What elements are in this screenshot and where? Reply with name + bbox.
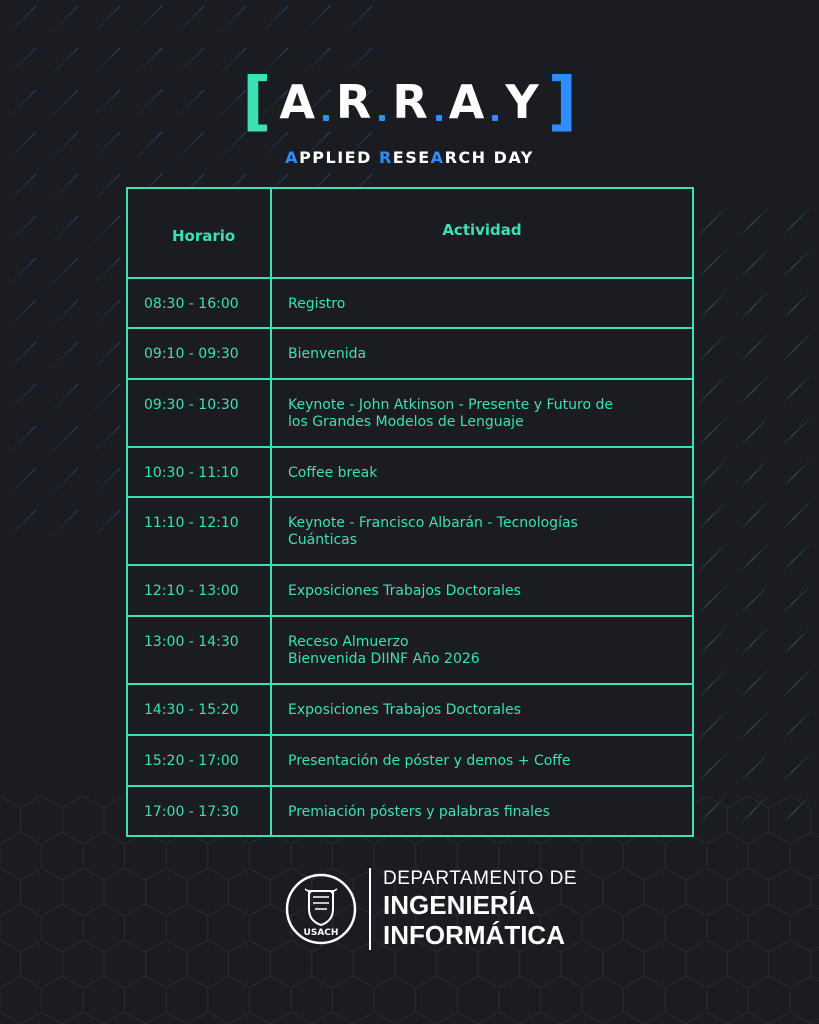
- activity-cell: Receso Almuerzo Bienvenida DIINF Año 2026: [271, 616, 693, 684]
- seal-text: USACH: [303, 928, 339, 938]
- dept-line-2: INGENIERÍA: [383, 890, 535, 920]
- logo-text: [279, 75, 539, 129]
- header: [0, 65, 819, 167]
- activity-cell: Exposiciones Trabajos Doctorales: [271, 565, 693, 616]
- table-row: [127, 684, 693, 735]
- activity-cell: Presentación de póster y demos + Coffe: [271, 735, 693, 786]
- table-row: [127, 497, 693, 565]
- activity-cell: Premiación pósters y palabras finales: [271, 786, 693, 836]
- table-row: [127, 379, 693, 447]
- activity-cell: Keynote - John Atkinson - Presente y Futuro de los Grandes Modelos de Lenguaje: [271, 379, 693, 447]
- logo-letter: A: [279, 75, 316, 129]
- table-header-row: [127, 188, 693, 278]
- table-row: [127, 278, 693, 328]
- time-cell: 12:10 - 13:00: [127, 565, 271, 616]
- event-subtitle: [0, 148, 819, 167]
- activity-cell: Bienvenida: [271, 328, 693, 379]
- dept-line-3: INFORMÁTICA: [383, 920, 565, 950]
- footer-divider: [369, 868, 371, 950]
- logo-letter: R: [392, 75, 429, 129]
- table-row: [127, 328, 693, 379]
- department-footer: [285, 868, 577, 950]
- subtitle-accent-letter: A: [285, 148, 300, 167]
- time-cell: 17:00 - 17:30: [127, 786, 271, 836]
- subtitle-text: PPLIED: [299, 148, 379, 167]
- time-column-header: Horario: [127, 188, 271, 278]
- activity-column-header: Actividad: [271, 188, 693, 278]
- time-cell: 10:30 - 11:10: [127, 447, 271, 497]
- table-row: [127, 565, 693, 616]
- activity-cell: Keynote - Francisco Albarán - Tecnologías Cuánticas: [271, 497, 693, 565]
- schedule-table: [126, 187, 694, 837]
- activity-cell: Exposiciones Trabajos Doctorales: [271, 684, 693, 735]
- activity-cell: Coffee break: [271, 447, 693, 497]
- activity-cell: Registro: [271, 278, 693, 328]
- time-cell: 15:20 - 17:00: [127, 735, 271, 786]
- department-name: [383, 868, 577, 950]
- table-row: [127, 447, 693, 497]
- logo-dot: [323, 115, 329, 121]
- table-row: [127, 786, 693, 836]
- logo-letter: A: [448, 75, 486, 129]
- time-cell: 14:30 - 15:20: [127, 684, 271, 735]
- table-row: [127, 616, 693, 684]
- time-cell: 09:30 - 10:30: [127, 379, 271, 447]
- logo-letter: R: [335, 75, 373, 129]
- time-cell: 09:10 - 09:30: [127, 328, 271, 379]
- dept-line-1: DEPARTAMENTO DE: [383, 868, 578, 889]
- subtitle-text: RCH DAY: [444, 148, 534, 167]
- right-bracket-icon: ]: [547, 65, 577, 139]
- subtitle-accent-letter: R: [378, 148, 393, 167]
- time-cell: 08:30 - 16:00: [127, 278, 271, 328]
- logo-letter: Y: [505, 75, 540, 129]
- table-row: [127, 735, 693, 786]
- usach-seal-icon: [285, 873, 357, 945]
- logo-dot: [436, 115, 442, 121]
- array-logo: [242, 65, 577, 139]
- subtitle-accent-letter: A: [430, 148, 445, 167]
- logo-dot: [379, 115, 385, 121]
- subtitle-text: ESE: [392, 148, 431, 167]
- time-cell: 13:00 - 14:30: [127, 616, 271, 684]
- logo-dot: [492, 115, 498, 121]
- left-bracket-icon: [: [242, 65, 272, 139]
- time-cell: 11:10 - 12:10: [127, 497, 271, 565]
